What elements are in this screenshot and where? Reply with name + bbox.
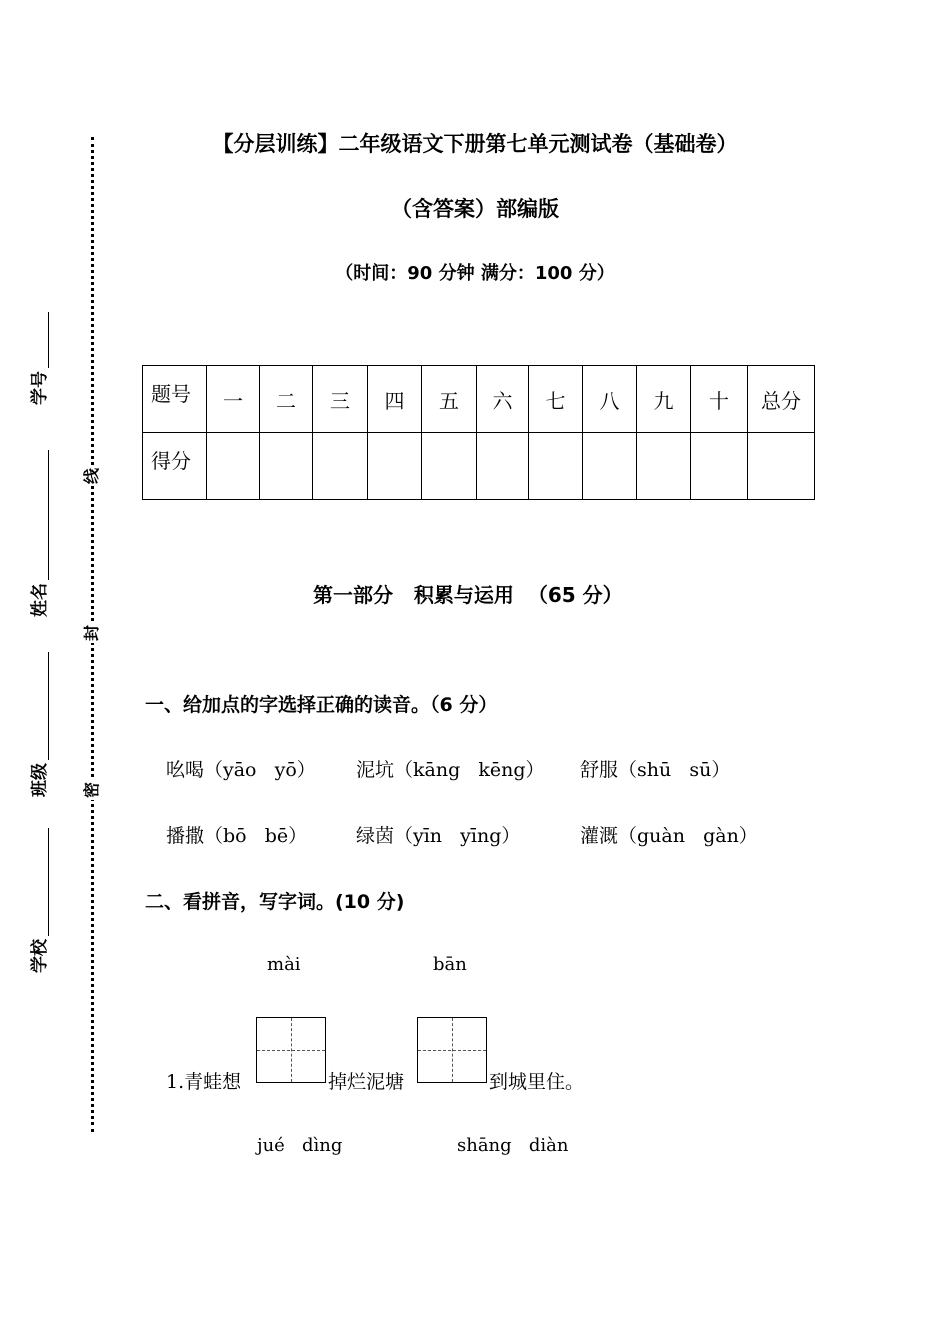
score-table-cell: 十 [691,366,748,433]
score-input-cell[interactable] [422,433,477,500]
q1-heading: 一、给加点的字选择正确的读音。（6 分） [145,694,498,716]
score-input-cell[interactable] [260,433,313,500]
document-subtitle: （含答案）部编版 [391,197,559,221]
pinyin-label: mài [267,954,301,975]
score-input-cell[interactable] [368,433,422,500]
q1-option: 灌溉（guàn gàn） [580,825,758,847]
seal-mark-line: 线 [82,468,101,485]
score-input-cell[interactable] [529,433,583,500]
time-info: （时间：90 分钟 满分：100 分） [335,263,615,284]
score-table [142,365,815,500]
score-table-cell: 一 [207,366,260,433]
q1-option: 泥坑（kāng kēng） [356,759,545,781]
field-label-school: 学校 [30,939,50,973]
score-table-cell: 题号 [143,366,207,433]
score-table-cell: 五 [422,366,477,433]
q2-item1-text-post: 到城里住。 [489,1071,585,1093]
score-table-cell: 六 [477,366,529,433]
score-input-cell[interactable] [313,433,368,500]
score-input-cell[interactable] [477,433,529,500]
q2-heading: 二、看拼音，写字词。(10 分) [145,891,405,913]
writing-grid-box[interactable] [256,1017,326,1083]
score-row-label: 得分 [143,433,207,500]
score-input-cell[interactable] [748,433,815,500]
score-input-cell[interactable] [583,433,637,500]
q2-item1-text-mid: 掉烂泥塘 [328,1071,405,1093]
field-label-student-id: 学号 [30,371,50,405]
document-title: 【分层训练】二年级语文下册第七单元测试卷（基础卷） [212,132,738,156]
score-table-cell: 二 [260,366,313,433]
q1-option: 绿茵（yīn yīng） [356,825,521,847]
score-table-cell: 九 [637,366,691,433]
score-table-cell: 七 [529,366,583,433]
field-line-student-id[interactable] [48,312,49,368]
score-input-cell[interactable] [691,433,748,500]
q1-option: 舒服（shū sū） [580,759,731,781]
writing-grid-box[interactable] [417,1017,487,1083]
q1-option: 播撒（bō bē） [166,825,308,847]
score-table-cell: 三 [313,366,368,433]
seal-mark-secret: 密 [82,782,101,799]
field-label-class: 班级 [30,763,50,797]
score-table-cell: 四 [368,366,422,433]
field-label-name: 姓名 [30,583,50,617]
score-table-score-row [143,433,815,500]
seal-mark-seal: 封 [82,625,101,642]
pinyin-label: jué dìng [257,1135,343,1156]
field-line-class[interactable] [48,652,49,760]
pinyin-label: bān [433,954,467,975]
field-line-name[interactable] [48,450,49,580]
score-input-cell[interactable] [207,433,260,500]
part1-heading: 第一部分 积累与运用 （65 分） [313,583,623,607]
pinyin-label: shāng diàn [457,1135,569,1156]
score-table-cell: 总分 [748,366,815,433]
q1-option: 吆喝（yāo yō） [166,759,316,781]
q2-item1-text-pre: 1.青蛙想 [166,1071,242,1093]
score-table-header-row [143,366,815,433]
score-input-cell[interactable] [637,433,691,500]
score-table-cell: 八 [583,366,637,433]
field-line-school[interactable] [48,828,49,936]
